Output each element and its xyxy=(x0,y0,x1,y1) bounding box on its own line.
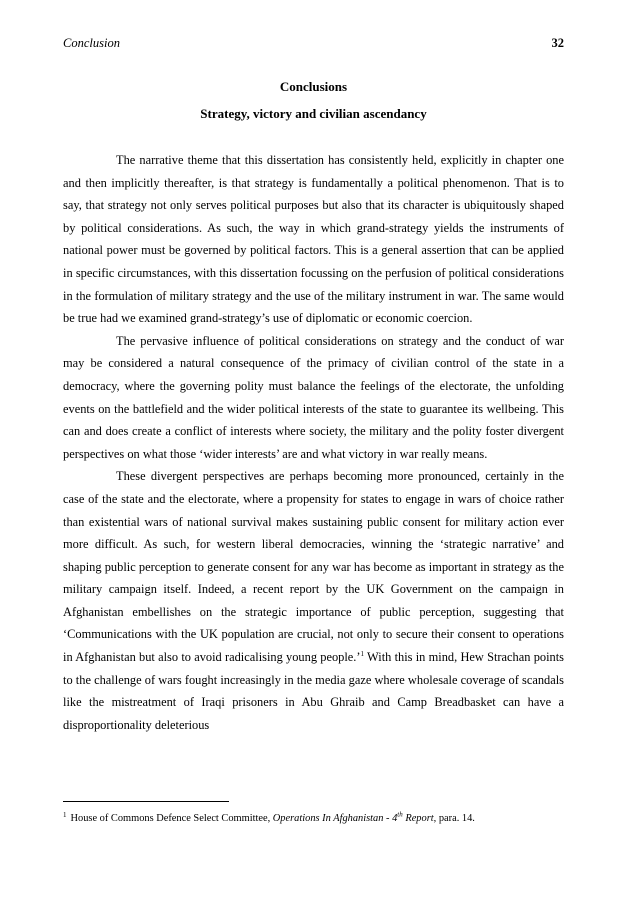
paragraph-2: The pervasive influence of political considerations on strategy and the conduct of war may be considered a natural consequence of the primacy of civilian control of the state in a democracy, where the governing polity must balance the feelings of the electorate, the unfolding events on the battlefield and the wider political interests of the state to guarantee its wellbeing. This can and does create a conflict of interests where society, the military and the polity foster divergent perspectives on what those ‘wider interests’ are and what victory in war really means. xyxy=(63,333,564,461)
footnote-divider xyxy=(63,801,229,802)
running-header xyxy=(63,36,564,52)
page-number: 32 xyxy=(551,36,564,50)
footnote-number: 1 xyxy=(63,810,67,819)
paragraph-1: The narrative theme that this dissertation has consistently held, explicitly in chapter one and then implicitly thereafter, is that strategy is fundamentally a political phenomenon. That is to say, that strategy not only serves political purposes but also that its character is ubiquitously shaped by political considerations. As such, the way in which grand-strategy yields the instruments of national power must be governed by political factors. This is a general assertion that can be applied in specific circumstances, with this dissertation focussing on the perfusion of political considerations in the formulation of military strategy and the use of the military instrument in war. The same would be true had we examined grand-strategy’s use of diplomatic or economic coercion. xyxy=(63,153,564,326)
chapter-title: Conclusions xyxy=(279,79,348,94)
paragraph-3-text: These divergent perspectives are perhaps becoming more pronounced, certainly in the case of the state and the electorate, where a propensity for states to engage in wars of choice rather than existential wars of national survival makes sustaining public consent for military action ever more difficult. As such, for western liberal democracies, winning the ‘strategic narrative’ and shaping public perception to generate consent for any war has become as important in strategy as the military campaign itself. Indeed, a recent report by the UK Government on the campaign in Afghanistan embellishes on the strategic importance of public perception, suggesting that ‘Communications with the UK population are crucial, not only to secure their consent to operations in Afghanistan but also to avoid radicalising young people.’ xyxy=(63,469,564,665)
footnote-report-title-end: Report, xyxy=(402,813,437,824)
footnote-text: House of Commons Defence Select Committee, xyxy=(70,813,273,824)
footnote-ordinal-suffix: th xyxy=(397,810,403,819)
paragraph-3-continuation: With this in mind, Hew Strachan points to the challenge of wars fought increasingly in the media gaze where wholesale coverage of scandals like the mistreatment of Iraqi prisoners in Abu Ghraib and Camp Breadbasket can have a disproportionality deleterious xyxy=(63,650,564,732)
footnote-paragraph-ref: para. 14. xyxy=(436,813,475,824)
footnote-report-title: Operations In Afghanistan - 4 xyxy=(272,813,398,824)
footnote-reference: 1 xyxy=(360,649,365,658)
footnote xyxy=(63,812,564,826)
chapter-subtitle: Strategy, victory and civilian ascendancy xyxy=(200,106,427,121)
paragraph-3 xyxy=(63,465,564,736)
body-text xyxy=(63,149,564,736)
header-section-title: Conclusion xyxy=(63,36,120,50)
